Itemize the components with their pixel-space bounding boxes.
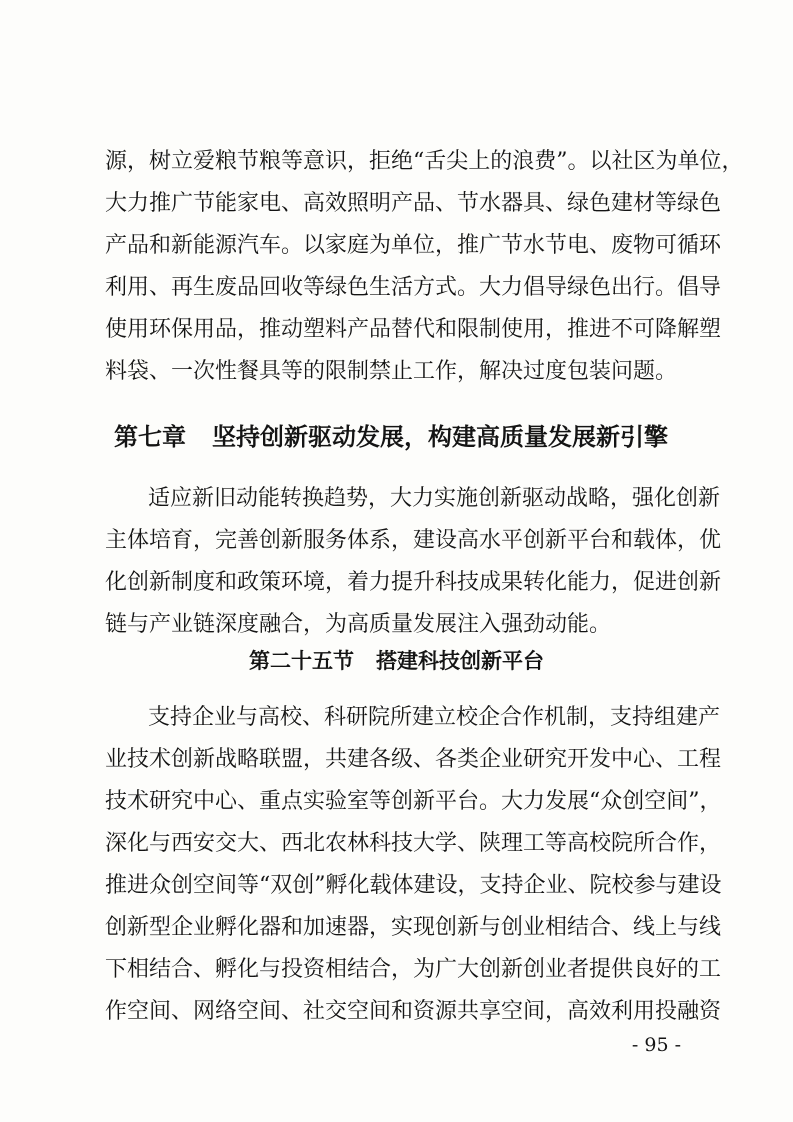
text-line: 适应新旧动能转换趋势，大力实施创新驱动战略，强化创新 [148,486,721,511]
page-number: - 95 - [631,1034,681,1056]
text-line: 深化与西安交大、西北农林科技大学、陕理工等高校院所合作， [105,831,722,856]
text-line: 化创新制度和政策环境，着力提升科技成果转化能力，促进创新 [105,570,722,595]
section-heading [0,644,793,678]
text-line: 创新型企业孵化器和加速器，实现创新与创业相结合、线上与线 [105,915,722,940]
text-line: 业技术创新战略联盟，共建各级、各类企业研究开发中心、工程 [105,747,722,772]
text-line: 源，树立爱粮节粮等意识，拒绝“舌尖上的浪费”。以社区为单位， [105,149,744,174]
chapter-number: 第七章 [114,423,186,451]
text-line: 作空间、网络空间、社交空间和资源共享空间，高效利用投融资 [105,999,722,1024]
text-line: 大力推广节能家电、高效照明产品、节水器具、绿色建材等绿色 [105,191,722,216]
text-line: 下相结合、孵化与投资相结合，为广大创新创业者提供良好的工 [105,957,722,982]
text-line: 料袋、一次性餐具等的限制禁止工作，解决过度包装问题。 [105,359,678,384]
text-line: 支持企业与高校、科研院所建立校企合作机制，支持组建产 [148,705,721,730]
text-line: 技术研究中心、重点实验室等创新平台。大力发展“众创空间”， [105,789,722,814]
text-line: 链与产业链深度融合，为高质量发展注入强劲动能。 [105,612,612,637]
text-line: 主体培育，完善创新服务体系，建设高水平创新平台和载体，优 [105,528,722,553]
chapter-heading [114,417,694,457]
text-line: 产品和新能源汽车。以家庭为单位，推广节水节电、废物可循环 [105,233,722,258]
section-title-text: 搭建科技创新平台 [376,649,544,673]
text-line: 推进众创空间等“双创”孵化载体建设，支持企业、院校参与建设 [105,873,722,898]
chapter-title-text: 坚持创新驱动发展，构建高质量发展新引擎 [212,423,668,451]
text-line: 使用环保用品，推动塑料产品替代和限制使用，推进不可降解塑 [105,317,722,342]
text-line: 利用、再生废品回收等绿色生活方式。大力倡导绿色出行。倡导 [105,275,722,300]
section-number: 第二十五节 [249,649,354,673]
